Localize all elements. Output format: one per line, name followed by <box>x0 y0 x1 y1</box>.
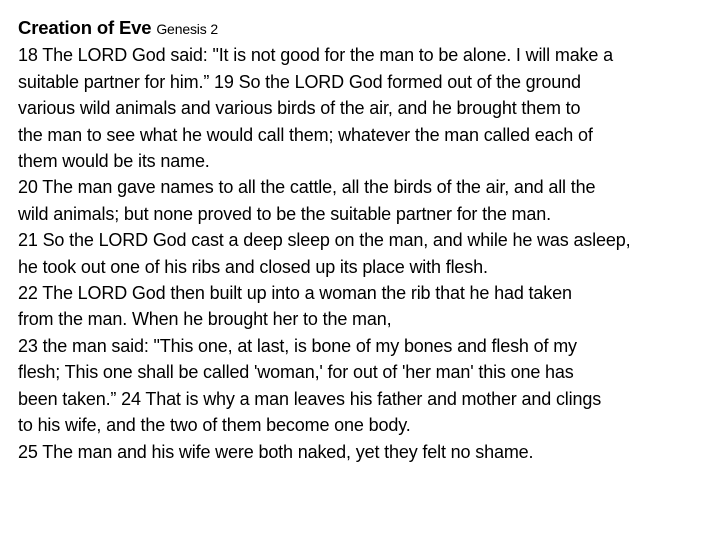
verse-line: various wild animals and various birds of the air, and he brought them to <box>18 98 581 119</box>
verse-line: the man to see what he would call them; whatever the man called each of <box>18 124 593 145</box>
verse-line: to his wife, and the two of them become one body. <box>18 415 411 436</box>
verse-line: them would be its name. <box>18 151 210 172</box>
slide-text-body <box>18 15 708 465</box>
verse-line: 25 The man and his wife were both naked, yet they felt no shame. <box>18 441 534 462</box>
verse-line: from the man. When he brought her to the man, <box>18 309 392 330</box>
verse-line: 22 The LORD God then built up into a woman the rib that he had taken <box>18 283 572 304</box>
verse-line: 21 So the LORD God cast a deep sleep on the man, and while he was asleep, <box>18 230 631 251</box>
verse-line: wild animals; but none proved to be the suitable partner for the man. <box>18 203 551 224</box>
verse-line: 23 the man said: "This one, at last, is bone of my bones and flesh of my <box>18 335 577 356</box>
verse-line: 18 The LORD God said: "It is not good for the man to be alone. I will make a <box>18 45 613 66</box>
slide-title: Creation of Eve <box>18 17 152 38</box>
verse-line: been taken.” 24 That is why a man leaves his father and mother and clings <box>18 388 602 409</box>
scripture-reference: Genesis 2 <box>156 21 218 37</box>
title-line <box>18 15 708 42</box>
verse-line: suitable partner for him.” 19 So the LORD God formed out of the ground <box>18 71 581 92</box>
verse-line: flesh; This one shall be called 'woman,' for out of 'her man' this one has <box>18 362 574 383</box>
verse-line: 20 The man gave names to all the cattle, all the birds of the air, and all the <box>18 177 596 198</box>
verse-line: he took out one of his ribs and closed up its place with flesh. <box>18 256 488 277</box>
